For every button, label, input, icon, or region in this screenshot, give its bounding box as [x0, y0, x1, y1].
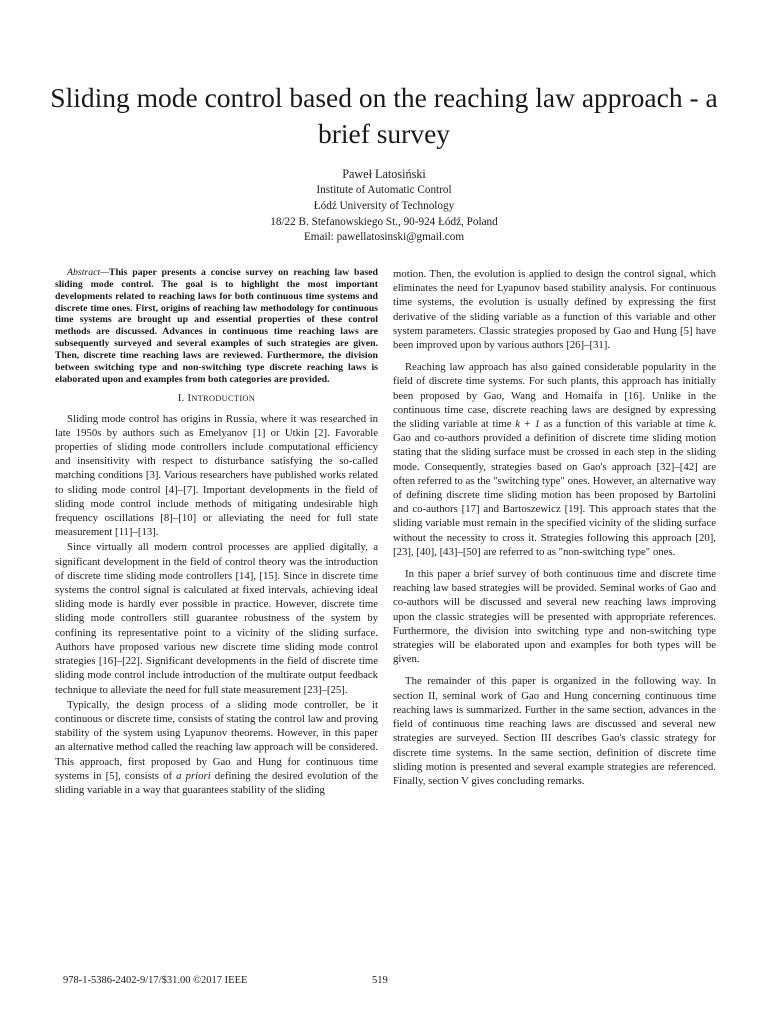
author-email: Email: pawellatosinski@gmail.com	[303, 231, 465, 244]
abstract-text: This paper presents a concise survey on reaching law based sliding mode control. The goal is to highlight the most important developments related to reaching laws for both continuous time systems and discrete time ones. First, origins of reaching law methodology for continuous time systems are brought up and essential properties of these control methods are discussed. Advances in continuous time reaching laws are subsequently surveyed and several examples of such strategies are given. Then, discrete time reaching laws are reviewed. Furthermore, the division between switching type and non-switching type discrete reaching laws is elaborated upon and examples from both categories are provided.	[55, 267, 378, 385]
intro-p3-emphasis: a priori	[176, 769, 211, 782]
section-heading-introduction	[55, 392, 378, 406]
author-block	[40, 165, 728, 246]
section-title-initial: I	[187, 393, 192, 405]
author-name: Paweł Latosiński	[342, 167, 426, 181]
paper-title: Sliding mode control based on the reaching law approach - a brief survey	[50, 82, 718, 149]
right-column	[393, 267, 716, 788]
author-address: 18/22 B. Stefanowskiego St., 90-924 Łódź, Poland	[270, 215, 498, 228]
abstract	[55, 267, 378, 385]
abstract-dash: —	[100, 267, 109, 278]
left-column	[55, 267, 378, 797]
intro-p4-math-k-plus-1: k + 1	[515, 418, 540, 431]
intro-paragraph-3	[55, 698, 378, 797]
intro-p4-math-k: k	[708, 418, 714, 431]
intro-paragraph-6: The remainder of this paper is organized in the following way. In section II, seminal work of Gao and Hung concerning continuous time reaching laws is summarized. Further in the same section, advances in the field of continuous time reaching laws are discussed and several new strategies are surveyed. Section III describes Gao's classic strategy for discrete time systems. In the same section, definition of discrete time sliding motion is presented and several example strategies are referenced. Finally, section V gives concluding remarks.	[393, 675, 716, 787]
footer-isbn: 978-1-5386-2402-9/17/$31.00 ©2017 IEEE	[63, 975, 248, 986]
author-affiliation-institute: Institute of Automatic Control	[316, 184, 452, 196]
author-affiliation-university: Łódź University of Technology	[313, 199, 455, 212]
intro-p4-text-c: . Gao and co-authors provided a definition of discrete time sliding motion stating that the sliding surface must be crossed in each step in the sliding mode. Consequently, strategies based on Gao's approach [32]–[42] are often referred to as the "switching type" ones. However, an alternative way of defining discrete time sliding motion has been proposed by Bartolini and co-authors [17] and Bartoszewicz [19]. This approach states that the sliding variable must remain in the specified vicinity of the sliding surface without the necessity to cross it. Strategies following this approach [20], [23], [40], [43]–[50] are referred to as "non-switching type" ones.	[393, 418, 716, 558]
intro-p4-text-b: as a function of this variable at time	[539, 418, 709, 431]
intro-paragraph-1: Sliding mode control has origins in Russia, where it was researched in late 1950s by authors such as Emelyanov [1] or Utkin [2]. Favorable properties of sliding mode controllers include computational efficiency and insensitivity with respect to disturbance satisfying the so-called matching conditions [3]. Various researchers have published works related to sliding mode control [4]–[7]. Important developments in the field of sliding mode control include methods of mitigating undesirable high frequency oscillations [8]–[10] or alleviating the need for full state measurement [11]–[13].	[55, 412, 378, 539]
intro-paragraph-3-continued: motion. Then, the evolution is applied to design the control signal, which eliminates the need for Lyapunov based stability analysis. For continuous time systems, the evolution is usually defined by expressing the first derivative of the sliding variable as a function of this variable and other system parameters. Classic strategies proposed by Gao and Hung [5] have been improved upon by various authors [26]–[31].	[393, 268, 716, 352]
abstract-label: Abstract	[67, 267, 101, 278]
section-title-rest: NTRODUCTION	[191, 394, 256, 404]
intro-paragraph-5: In this paper a brief survey of both continuous time and discrete time reaching law based strategies will be provided. Seminal works of Gao and co-authors will be discussed and several new reaching laws improving upon the classic strategies will be presented with appropriate references. Furthermore, the division into switching type and non-switching type strategies will be elaborated upon and examples for both types will be given.	[393, 568, 716, 666]
intro-p3-text-b: defining the desired evolution of the sliding variable in a way that guarantees stability of the sliding	[55, 769, 378, 796]
section-number: I.	[177, 393, 185, 405]
intro-paragraph-2: Since virtually all modern control processes are applied digitally, a significant development in the field of control theory was the introduction of discrete time sliding mode controllers [14], [15]. Since in discrete time systems the control signal is calculated at fixed intervals, achieving ideal sliding mode is hardly ever possible in practice. However, discrete time sliding mode controllers still guarantee robustness of the system by confining its representative point to a vicinity of the sliding surface. Authors have proposed various new discrete time sliding mode control strategies [16]–[22]. Significant developments in the field of discrete time sliding mode control include introduction of the multirate output feedback technique to alleviate the need for full state measurement [23]–[25].	[55, 541, 378, 696]
intro-p3-text-a: Typically, the design process of a sliding mode controller, be it continuous or discrete time, consists of stating the control law and proving stability of the system using Lyapunov theorems. However, in this paper an alternative method called the reaching law approach will be considered. This approach, first proposed by Gao and Hung for continuous time systems in [5], consists of	[55, 698, 378, 782]
footer-page-number: 519	[372, 975, 388, 986]
intro-p4-text-a: Reaching law approach has also gained considerable popularity in the field of discrete time systems. For such plants, this approach has initially been proposed by Gao, Wang and Homaifa in [16]. Unlike in the continuous time case, discrete reaching laws are designed by expressing the sliding variable at time	[393, 361, 716, 431]
intro-paragraph-4	[393, 360, 716, 559]
